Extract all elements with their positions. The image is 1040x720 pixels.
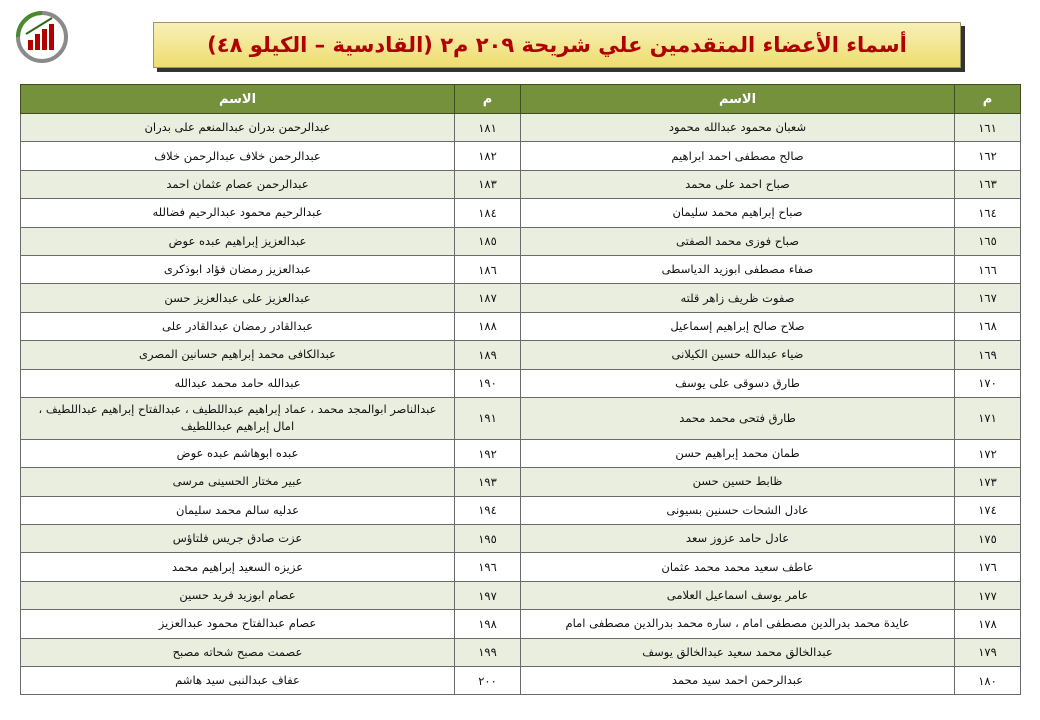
member-name: عصام ابوزيد فريد حسين bbox=[21, 581, 455, 609]
member-name: عزيزه السعيد إبراهيم محمد bbox=[21, 553, 455, 581]
row-number: ١٧٢ bbox=[955, 439, 1021, 467]
members-table bbox=[20, 84, 1021, 695]
row-number: ١٩٦ bbox=[455, 553, 521, 581]
member-name: عبدالناصر ابوالمجد محمد ، عماد إبراهيم عبداللطيف ، عبدالفتاح إبراهيم عبداللطيف ، امال إبراهيم عبداللطيف bbox=[21, 397, 455, 439]
row-number: ١٧٠ bbox=[955, 369, 1021, 397]
member-name: عبدالكافى محمد إبراهيم حسانين المصرى bbox=[21, 341, 455, 369]
table-row bbox=[21, 227, 1021, 255]
member-name: عدليه سالم محمد سليمان bbox=[21, 496, 455, 524]
column-header-name: الاسم bbox=[21, 85, 455, 114]
row-number: ١٨٠ bbox=[955, 667, 1021, 695]
table-row bbox=[21, 199, 1021, 227]
row-number: ١٨٤ bbox=[455, 199, 521, 227]
member-name: عبدالله حامد محمد عبدالله bbox=[21, 369, 455, 397]
row-number: ١٧٤ bbox=[955, 496, 1021, 524]
row-number: ١٦١ bbox=[955, 114, 1021, 142]
member-name: عبدالعزيز على عبدالعزيز حسن bbox=[21, 284, 455, 312]
row-number: ١٦٦ bbox=[955, 255, 1021, 283]
member-name: عفاف عبدالنبى سيد هاشم bbox=[21, 667, 455, 695]
member-name: عبدالقادر رمضان عبدالقادر على bbox=[21, 312, 455, 340]
member-name: ظابط حسين حسن bbox=[521, 468, 955, 496]
row-number: ١٦٢ bbox=[955, 142, 1021, 170]
table-row bbox=[21, 397, 1021, 439]
member-name: عبدالرحمن عصام عثمان احمد bbox=[21, 170, 455, 198]
member-name: عصام عبدالفتاح محمود عبدالعزيز bbox=[21, 610, 455, 638]
member-name: طمان محمد إبراهيم حسن bbox=[521, 439, 955, 467]
table-row bbox=[21, 255, 1021, 283]
row-number: ١٨٦ bbox=[455, 255, 521, 283]
row-number: ١٨٥ bbox=[455, 227, 521, 255]
member-name: صباح فوزى محمد الصفتى bbox=[521, 227, 955, 255]
table-row bbox=[21, 114, 1021, 142]
member-name: طارق دسوقى على يوسف bbox=[521, 369, 955, 397]
row-number: ١٧٣ bbox=[955, 468, 1021, 496]
row-number: ١٦٩ bbox=[955, 341, 1021, 369]
table-row bbox=[21, 468, 1021, 496]
row-number: ١٦٥ bbox=[955, 227, 1021, 255]
row-number: ١٩٨ bbox=[455, 610, 521, 638]
row-number: ١٦٣ bbox=[955, 170, 1021, 198]
row-number: ١٩٩ bbox=[455, 638, 521, 666]
member-name: عبدالرحمن خلاف عبدالرحمن خلاف bbox=[21, 142, 455, 170]
table-row bbox=[21, 170, 1021, 198]
table-row bbox=[21, 581, 1021, 609]
column-header-number: م bbox=[455, 85, 521, 114]
table-row bbox=[21, 284, 1021, 312]
member-name: ضياء عبدالله حسين الكيلانى bbox=[521, 341, 955, 369]
table-row bbox=[21, 496, 1021, 524]
member-name: عزت صادق جريس فلتاؤس bbox=[21, 525, 455, 553]
table-row bbox=[21, 525, 1021, 553]
table-row bbox=[21, 312, 1021, 340]
row-number: ١٨١ bbox=[455, 114, 521, 142]
member-name: طارق فتحى محمد محمد bbox=[521, 397, 955, 439]
member-name: عادل الشحات حسنين بسيونى bbox=[521, 496, 955, 524]
row-number: ١٧٨ bbox=[955, 610, 1021, 638]
row-number: ١٨٧ bbox=[455, 284, 521, 312]
column-header-number: م bbox=[955, 85, 1021, 114]
row-number: ١٨٢ bbox=[455, 142, 521, 170]
member-name: شعبان محمود عبدالله محمود bbox=[521, 114, 955, 142]
row-number: ١٩٥ bbox=[455, 525, 521, 553]
member-name: عصمت مصبح شحاته مصبح bbox=[21, 638, 455, 666]
member-name: عبدالرحيم محمود عبدالرحيم فضالله bbox=[21, 199, 455, 227]
row-number: ١٩٢ bbox=[455, 439, 521, 467]
table-row bbox=[21, 667, 1021, 695]
member-name: عبدالعزيز إبراهيم عبده عوض bbox=[21, 227, 455, 255]
row-number: ١٧٥ bbox=[955, 525, 1021, 553]
row-number: ١٦٧ bbox=[955, 284, 1021, 312]
member-name: عايدة محمد بدرالدين مصطفى امام ، ساره محمد بدرالدين مصطفى امام bbox=[521, 610, 955, 638]
member-name: عاطف سعيد محمد محمد عثمان bbox=[521, 553, 955, 581]
row-number: ١٧١ bbox=[955, 397, 1021, 439]
row-number: ١٨٨ bbox=[455, 312, 521, 340]
row-number: ١٧٦ bbox=[955, 553, 1021, 581]
member-name: عبدالعزيز رمضان فؤاد ابوذكرى bbox=[21, 255, 455, 283]
page-title: أسماء الأعضاء المتقدمين علي شريحة ٢٠٩ م٢ (القادسية – الكيلو ٤٨) bbox=[207, 33, 907, 57]
row-number: ١٩٤ bbox=[455, 496, 521, 524]
member-name: عامر يوسف اسماعيل العلامى bbox=[521, 581, 955, 609]
table-row bbox=[21, 638, 1021, 666]
member-name: صباح إبراهيم محمد سليمان bbox=[521, 199, 955, 227]
member-name: عبير مختار الحسينى مرسى bbox=[21, 468, 455, 496]
member-name: صباح احمد على محمد bbox=[521, 170, 955, 198]
row-number: ١٧٩ bbox=[955, 638, 1021, 666]
table-header-row bbox=[21, 85, 1021, 114]
row-number: ١٦٨ bbox=[955, 312, 1021, 340]
member-name: صفاء مصطفى ابوزيد الدياسطى bbox=[521, 255, 955, 283]
member-name: عادل حامد عزوز سعد bbox=[521, 525, 955, 553]
member-name: عبدالخالق محمد سعيد عبدالخالق يوسف bbox=[521, 638, 955, 666]
table-row bbox=[21, 369, 1021, 397]
row-number: ١٩٧ bbox=[455, 581, 521, 609]
member-name: صفوت ظريف زاهر قلته bbox=[521, 284, 955, 312]
row-number: ١٨٩ bbox=[455, 341, 521, 369]
row-number: ١٨٣ bbox=[455, 170, 521, 198]
row-number: ٢٠٠ bbox=[455, 667, 521, 695]
row-number: ١٧٧ bbox=[955, 581, 1021, 609]
column-header-name: الاسم bbox=[521, 85, 955, 114]
table-row bbox=[21, 341, 1021, 369]
table-row bbox=[21, 610, 1021, 638]
row-number: ١٩٠ bbox=[455, 369, 521, 397]
member-name: عبده ابوهاشم عبده عوض bbox=[21, 439, 455, 467]
member-name: عبدالرحمن بدران عبدالمنعم على بدران bbox=[21, 114, 455, 142]
member-name: عبدالرحمن احمد سيد محمد bbox=[521, 667, 955, 695]
member-name: صلاح صالح إبراهيم إسماعيل bbox=[521, 312, 955, 340]
page-title-banner bbox=[153, 22, 961, 68]
row-number: ١٩٣ bbox=[455, 468, 521, 496]
member-name: صالح مصطفى احمد ابراهيم bbox=[521, 142, 955, 170]
table-row bbox=[21, 439, 1021, 467]
table-body bbox=[21, 114, 1021, 695]
organization-logo-icon bbox=[12, 6, 72, 66]
row-number: ١٦٤ bbox=[955, 199, 1021, 227]
table-row bbox=[21, 553, 1021, 581]
table-row bbox=[21, 142, 1021, 170]
row-number: ١٩١ bbox=[455, 397, 521, 439]
